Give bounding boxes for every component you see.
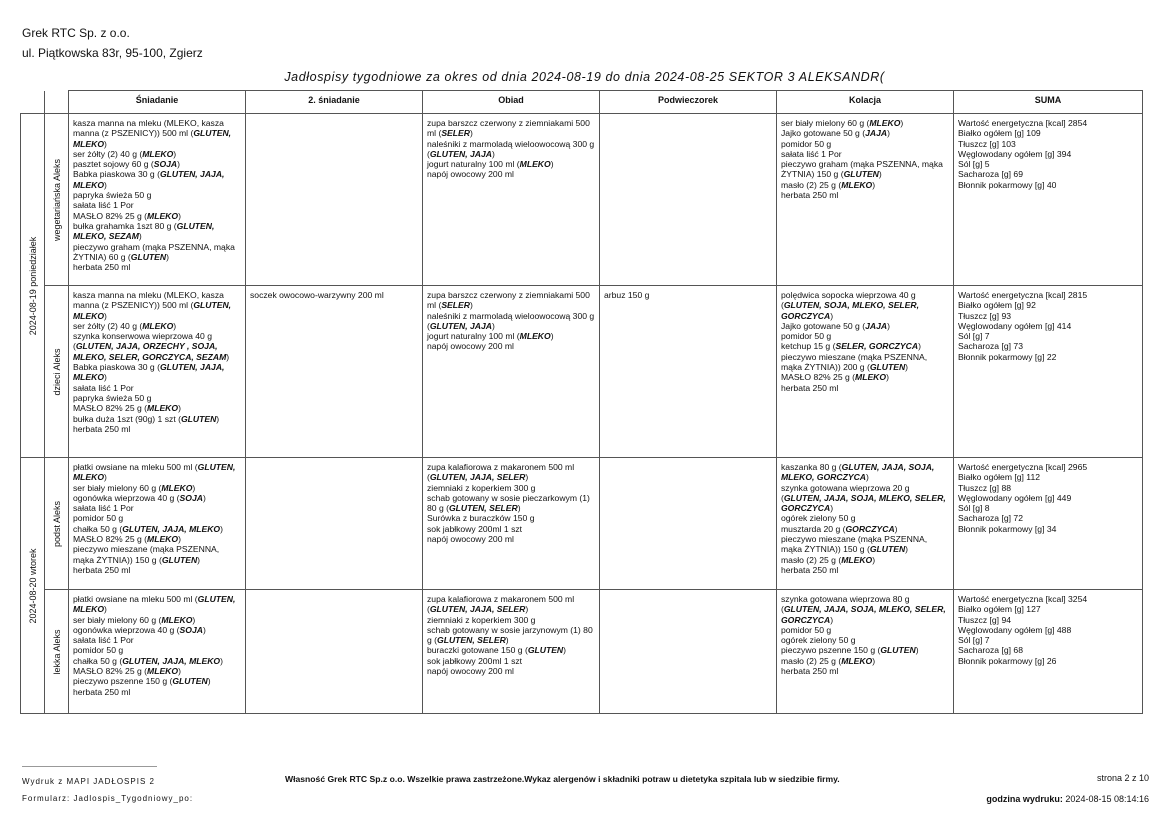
footer-divider — [22, 766, 157, 767]
footer-page-number: strona 2 z 10 — [1096, 773, 1149, 783]
menu-line: pomidor 50 g — [73, 645, 124, 656]
menu-line: napój owocowy 200 ml — [427, 169, 514, 180]
menu-line: szynka gotowana wieprzowa 80 g (GLUTEN, JAJA, SOJA, MLEKO, SELER, GORCZYCA) — [781, 594, 946, 625]
day-label-cell — [21, 458, 45, 714]
cell-kolacja — [777, 458, 954, 590]
menu-line: Węglowodany ogółem [g] 488 — [958, 624, 1072, 635]
print-time-value: 2024-08-15 08:14:16 — [1065, 794, 1149, 804]
menu-line: Babka piaskowa 30 g (GLUTEN, JAJA, MLEKO) — [73, 362, 225, 383]
day-label: 2024-08-20 wtorek — [27, 547, 38, 624]
menu-line: ser biały mielony 60 g (MLEKO) — [73, 482, 196, 493]
diet-label-cell — [45, 286, 69, 458]
menu-line: herbata 250 ml — [73, 564, 131, 575]
menu-line: ser biały mielony 60 g (MLEKO) — [73, 614, 196, 625]
menu-line: Białko ogółem [g] 127 — [958, 604, 1041, 615]
cell-obiad — [423, 458, 600, 590]
menu-line: zupa barszcz czerwony z ziemniakami 500 ml (SELER) — [427, 118, 590, 139]
menu-line: pomidor 50 g — [73, 513, 124, 524]
menu-line: pieczywo mieszane (mąka PSZENNA, mąka ŻYTNIA)) 150 g (GLUTEN) — [73, 544, 220, 565]
menu-line: kasza manna na mleku (MLEKO, kasza manna (z PSZENICY)) 500 ml (GLUTEN, MLEKO) — [73, 290, 232, 321]
cell-obiad — [423, 286, 600, 458]
menu-line: szynka konserwowa wieprzowa 40 g (GLUTEN, JAJA, ORZECHY , SOJA, MLEKO, SELER, GORCZYCA, SEZAM) — [73, 331, 230, 362]
menu-line: Błonnik pokarmowy [g] 34 — [958, 523, 1057, 534]
menu-line: schab gotowany w sosie jarzynowym (1) 80 g (GLUTEN, SELER) — [427, 624, 593, 646]
menu-line: pomidor 50 g — [781, 138, 832, 149]
menu-line: kaszanka 80 g (GLUTEN, JAJA, SOJA, MLEKO, GORCZYCA) — [781, 462, 935, 483]
menu-line: ketchup 15 g (SELER, GORCZYCA) — [781, 341, 921, 352]
diet-label: podst Aleks — [51, 500, 62, 547]
menu-line: zupa kalafiorowa z makaronem 500 ml (GLUTEN, JAJA, SELER) — [427, 594, 575, 615]
menu-line: ser biały mielony 60 g (MLEKO) — [781, 118, 904, 128]
footer-print-time — [986, 794, 1149, 804]
menu-line: Błonnik pokarmowy [g] 22 — [958, 351, 1057, 362]
cell-sniadanie — [69, 590, 246, 714]
menu-line: Sacharoza [g] 68 — [958, 645, 1023, 656]
menu-line: pieczywo mieszane (mąka PSZENNA, mąka ŻYTNIA)) 150 g (GLUTEN) — [781, 534, 928, 555]
table-row — [21, 114, 1143, 286]
header-podwieczorek: Podwieczorek — [600, 91, 777, 114]
menu-line: Wartość energetyczna [kcal] 2815 — [958, 290, 1088, 300]
menu-line: herbata 250 ml — [73, 423, 131, 434]
company-name: Grek RTC Sp. z o.o. — [22, 26, 130, 40]
menu-line: pomidor 50 g — [781, 624, 832, 635]
menu-line: musztarda 20 g (GORCZYCA) — [781, 523, 898, 534]
menu-line: Babka piaskowa 30 g (GLUTEN, JAJA, MLEKO) — [73, 169, 225, 190]
company-address: ul. Piątkowska 83r, 95-100, Zgierz — [22, 46, 203, 60]
menu-line: szynka gotowana wieprzowa 20 g (GLUTEN, JAJA, SOJA, MLEKO, SELER, GORCZYCA) — [781, 482, 946, 514]
menu-line: Węglowodany ogółem [g] 414 — [958, 320, 1072, 331]
header-blank — [45, 91, 69, 114]
menu-line: polędwica sopocka wieprzowa 40 g (GLUTEN, SOJA, MLEKO, SELER, GORCZYCA) — [781, 290, 919, 321]
footer-form: Formularz: Jadlospis_Tygodniowy_po: — [22, 794, 194, 803]
menu-line: bułka duża 1szt (90g) 1 szt (GLUTEN) — [73, 413, 220, 424]
menu-line: pieczywo graham (mąka PSZENNA, mąka ŻYTNIA) 150 g (GLUTEN) — [781, 159, 943, 180]
menu-line: papryka świeża 50 g — [73, 190, 152, 201]
header-drugie-sniadanie: 2. śniadanie — [246, 91, 423, 114]
menu-line: Białko ogółem [g] 109 — [958, 128, 1041, 139]
day-label-cell — [21, 114, 45, 458]
menu-line: sałata liść 1 Por — [73, 382, 134, 393]
menu-line: herbata 250 ml — [73, 686, 131, 697]
menu-line: naleśniki z marmoladą wieloowocową 300 g (GLUTEN, JAJA) — [427, 310, 595, 331]
menu-line: napój owocowy 200 ml — [427, 666, 514, 677]
menu-line: Białko ogółem [g] 112 — [958, 472, 1041, 483]
cell-kolacja — [777, 114, 954, 286]
menu-line: soczek owocowo-warzywny 200 ml — [250, 290, 384, 300]
menu-line: płatki owsiane na mleku 500 ml (GLUTEN, MLEKO) — [73, 462, 236, 483]
cell-podwieczorek — [600, 286, 777, 458]
cell-kolacja — [777, 286, 954, 458]
header-suma: SUMA — [954, 91, 1143, 114]
menu-line: masło (2) 25 g (MLEKO) — [781, 554, 876, 565]
menu-line: Sól [g] 8 — [958, 503, 990, 514]
menu-line: buraczki gotowane 150 g (GLUTEN) — [427, 645, 567, 656]
cell-podwieczorek — [600, 590, 777, 714]
cell-obiad — [423, 590, 600, 714]
header-sniadanie: Śniadanie — [69, 91, 246, 114]
menu-line: sałata liść 1 Por — [73, 503, 134, 514]
header-blank — [21, 91, 45, 114]
menu-line: MASŁO 82% 25 g (MLEKO) — [73, 403, 181, 414]
menu-line: ser żółty (2) 40 g (MLEKO) — [73, 148, 177, 159]
menu-line: Sacharoza [g] 69 — [958, 169, 1023, 180]
menu-table — [20, 90, 1143, 714]
cell-drugie-sniadanie — [246, 590, 423, 714]
menu-line: napój owocowy 200 ml — [427, 341, 514, 352]
menu-line: herbata 250 ml — [73, 262, 131, 273]
menu-line: MASŁO 82% 25 g (MLEKO) — [73, 210, 181, 221]
menu-line: ser żółty (2) 40 g (MLEKO) — [73, 320, 177, 331]
menu-line: chałka 50 g (GLUTEN, JAJA, MLEKO) — [73, 655, 223, 666]
menu-line: ziemniaki z koperkiem 300 g — [427, 614, 536, 625]
menu-line: masło (2) 25 g (MLEKO) — [781, 179, 876, 190]
menu-line: Jajko gotowane 50 g (JAJA) — [781, 128, 890, 139]
diet-label: lekka Aleks — [51, 628, 62, 675]
menu-line: pieczywo pszenne 150 g (GLUTEN) — [73, 676, 211, 687]
menu-line: herbata 250 ml — [781, 190, 839, 201]
cell-suma — [954, 114, 1143, 286]
menu-line: MASŁO 82% 25 g (MLEKO) — [781, 372, 889, 383]
cell-sniadanie — [69, 286, 246, 458]
menu-line: papryka świeża 50 g — [73, 392, 152, 403]
menu-line: Białko ogółem [g] 92 — [958, 300, 1036, 311]
menu-line: herbata 250 ml — [781, 564, 839, 575]
menu-line: jogurt naturalny 100 ml (MLEKO) — [427, 159, 554, 170]
menu-line: ziemniaki z koperkiem 300 g — [427, 482, 536, 493]
menu-line: Sól [g] 7 — [958, 635, 990, 646]
menu-line: Sól [g] 7 — [958, 331, 990, 342]
cell-suma — [954, 286, 1143, 458]
menu-line: ogonówka wieprzowa 40 g (SOJA) — [73, 492, 206, 503]
menu-line: Tłuszcz [g] 94 — [958, 614, 1012, 625]
footer-printout: Wydruk z MAPI JADŁOSPIS 2 — [22, 777, 155, 786]
menu-line: sałata liść 1 Por — [781, 148, 842, 159]
menu-body — [21, 114, 1143, 714]
cell-sniadanie — [69, 114, 246, 286]
menu-line: płatki owsiane na mleku 500 ml (GLUTEN, MLEKO) — [73, 594, 236, 615]
menu-line: sałata liść 1 Por — [73, 200, 134, 211]
cell-podwieczorek — [600, 114, 777, 286]
header-row — [21, 91, 1143, 114]
menu-line: Węglowodany ogółem [g] 394 — [958, 148, 1072, 159]
cell-kolacja — [777, 590, 954, 714]
menu-line: sok jabłkowy 200ml 1 szt — [427, 655, 523, 666]
menu-line: schab gotowany w sosie pieczarkowym (1) 80 g (GLUTEN, SELER) — [427, 492, 590, 514]
menu-line: Surówka z buraczków 150 g — [427, 513, 535, 524]
menu-line: pieczywo graham (mąka PSZENNA, mąka ŻYTNIA) 60 g (GLUTEN) — [73, 241, 235, 262]
menu-line: Sól [g] 5 — [958, 159, 990, 170]
print-time-label: godzina wydruku: — [986, 794, 1063, 804]
header-kolacja: Kolacja — [777, 91, 954, 114]
company-block — [22, 23, 203, 63]
menu-line: zupa barszcz czerwony z ziemniakami 500 ml (SELER) — [427, 290, 590, 311]
footer-left — [22, 773, 193, 807]
menu-line: naleśniki z marmoladą wieloowocową 300 g (GLUTEN, JAJA) — [427, 138, 595, 159]
menu-line: pieczywo mieszane (mąka PSZENNA, mąka ŻYTNIA)) 200 g (GLUTEN) — [781, 351, 928, 373]
menu-line: masło (2) 25 g (MLEKO) — [781, 655, 876, 666]
menu-line: pasztet sojowy 60 g (SOJA) — [73, 159, 181, 170]
menu-line: Błonnik pokarmowy [g] 26 — [958, 655, 1057, 666]
menu-line: pieczywo pszenne 150 g (GLUTEN) — [781, 645, 919, 656]
menu-line: Wartość energetyczna [kcal] 2854 — [958, 118, 1088, 128]
menu-line: Tłuszcz [g] 103 — [958, 138, 1016, 149]
menu-line: Sacharoza [g] 72 — [958, 513, 1023, 524]
menu-line: herbata 250 ml — [781, 666, 839, 677]
document-title: Jadłospisy tygodniowe za okres od dnia 2024-08-19 do dnia 2024-08-25 SEKTOR 3 ALEKSANDR( — [284, 70, 885, 84]
cell-drugie-sniadanie — [246, 458, 423, 590]
diet-label: wegetariańska Aleks — [51, 158, 62, 241]
menu-line: MASŁO 82% 25 g (MLEKO) — [73, 534, 181, 545]
menu-line: Wartość energetyczna [kcal] 2965 — [958, 462, 1088, 472]
menu-line: Sacharoza [g] 73 — [958, 341, 1023, 352]
cell-podwieczorek — [600, 458, 777, 590]
menu-line: kasza manna na mleku (MLEKO, kasza manna (z PSZENICY)) 500 ml (GLUTEN, MLEKO) — [73, 118, 232, 149]
menu-line: sałata liść 1 Por — [73, 635, 134, 646]
menu-line: jogurt naturalny 100 ml (MLEKO) — [427, 331, 554, 342]
header-obiad: Obiad — [423, 91, 600, 114]
menu-line: ogórek zielony 50 g — [781, 513, 856, 524]
menu-line: napój owocowy 200 ml — [427, 534, 514, 545]
menu-line: herbata 250 ml — [781, 382, 839, 393]
diet-label-cell — [45, 590, 69, 714]
menu-line: Tłuszcz [g] 88 — [958, 482, 1012, 493]
cell-drugie-sniadanie — [246, 114, 423, 286]
table-row — [21, 458, 1143, 590]
menu-line: Jajko gotowane 50 g (JAJA) — [781, 320, 890, 331]
table-row — [21, 286, 1143, 458]
menu-line: Tłuszcz [g] 93 — [958, 310, 1012, 321]
menu-line: ogórek zielony 50 g — [781, 635, 856, 646]
day-label: 2024-08-19 poniedziałek — [27, 236, 38, 335]
menu-line: sok jabłkowy 200ml 1 szt — [427, 523, 523, 534]
cell-sniadanie — [69, 458, 246, 590]
diet-label-cell — [45, 458, 69, 590]
diet-label: dzieci Aleks — [51, 347, 62, 396]
menu-line: MASŁO 82% 25 g (MLEKO) — [73, 666, 181, 677]
menu-line: zupa kalafiorowa z makaronem 500 ml (GLUTEN, JAJA, SELER) — [427, 462, 575, 483]
menu-line: chałka 50 g (GLUTEN, JAJA, MLEKO) — [73, 523, 223, 534]
menu-line: Błonnik pokarmowy [g] 40 — [958, 179, 1057, 190]
menu-line: Wartość energetyczna [kcal] 3254 — [958, 594, 1088, 604]
menu-line: bułka grahamka 1szt 80 g (GLUTEN, MLEKO, SEZAM) — [73, 220, 215, 242]
menu-line: arbuz 150 g — [604, 290, 650, 300]
menu-line: pomidor 50 g — [781, 331, 832, 342]
cell-drugie-sniadanie — [246, 286, 423, 458]
table-row — [21, 590, 1143, 714]
menu-line: Węglowodany ogółem [g] 449 — [958, 492, 1072, 503]
cell-suma — [954, 458, 1143, 590]
diet-label-cell — [45, 114, 69, 286]
cell-suma — [954, 590, 1143, 714]
footer-ownership: Własność Grek RTC Sp.z o.o. Wszelkie prawa zastrzeżone.Wykaz alergenów i składniki potraw u dietetyka szpitala lub w siedzibie firmy. — [285, 774, 840, 784]
menu-line: ogonówka wieprzowa 40 g (SOJA) — [73, 624, 206, 635]
cell-obiad — [423, 114, 600, 286]
